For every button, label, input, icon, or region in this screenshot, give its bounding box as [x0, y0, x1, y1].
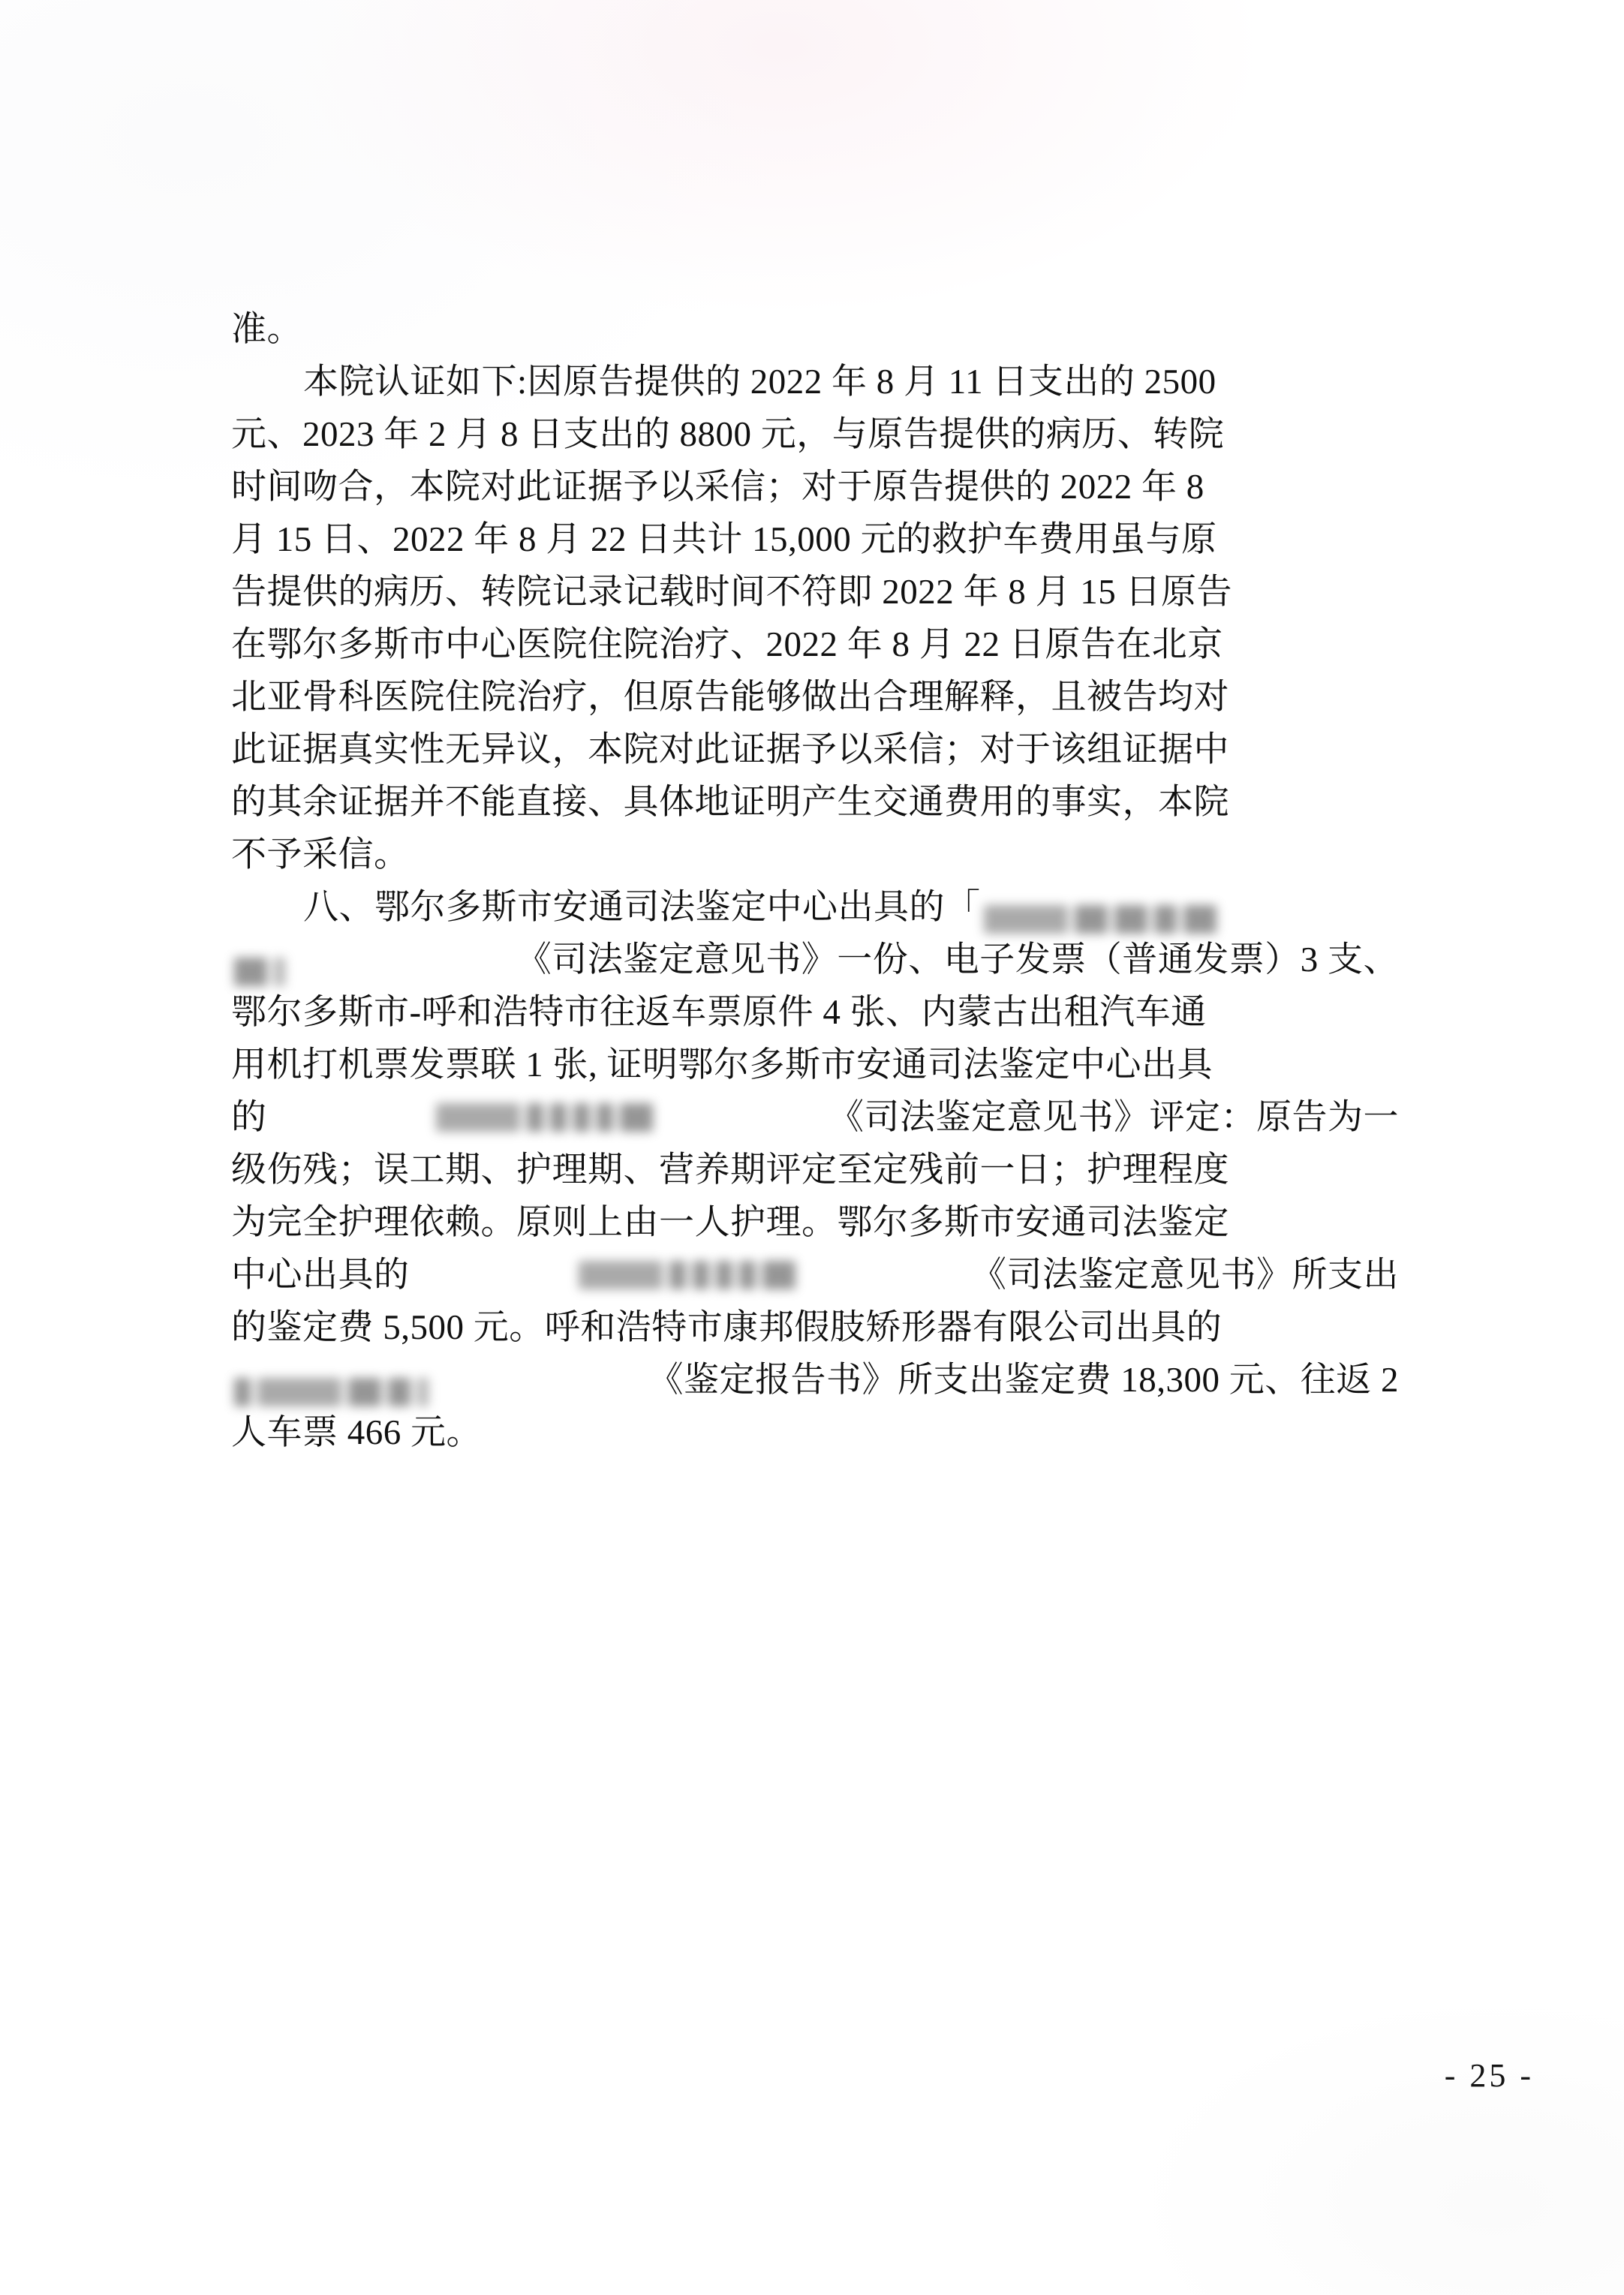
redaction-case-number-2: [436, 1088, 660, 1123]
body-line: [231, 776, 1399, 829]
body-line: [231, 671, 1399, 723]
body-line-lead: [231, 934, 295, 986]
redaction-case-number-1-cont: [234, 943, 292, 977]
redaction-report-number-1: [234, 1363, 435, 1397]
body-line-text: 级伤残；误工期、护理期、营养期评定至定残前一日；护理程度: [231, 1151, 1229, 1190]
body-line-text: 月 15 日、2022 年 8 月 22 日共计 15,000 元的救护车费用虽与原: [231, 520, 1217, 559]
body-line-text: 的鉴定费 5,500 元。呼和浩特市康邦假肢矫形器有限公司出具的: [231, 1308, 1223, 1347]
body-line-text: 时间吻合，本院对此证据予以采信；对于原告提供的 2022 年 8: [231, 468, 1204, 507]
body-line-prefix: 中心出具的: [231, 1256, 410, 1295]
body-line-text: 《司法鉴定意见书》评定：原告为一: [829, 1098, 1399, 1137]
body-line-text: 鄂尔多斯市-呼和浩特市往返车票原件 4 张、内蒙古出租汽车通: [231, 993, 1207, 1032]
body-line: [231, 566, 1399, 618]
body-line: [231, 1249, 1399, 1301]
body-line-text: 北亚骨科医院住院治疗，但原告能够做出合理解释，且被告均对: [231, 678, 1229, 717]
body-line-text: 此证据真实性无异议，本院对此证据予以采信；对于该组证据中: [231, 730, 1229, 769]
body-line: [231, 986, 1399, 1039]
body-line: [231, 1144, 1399, 1196]
body-line-text: 为完全护理依赖。原则上由一人护理。鄂尔多斯市安通司法鉴定: [231, 1203, 1229, 1242]
body-line: [231, 461, 1399, 513]
body-line: [231, 723, 1399, 776]
body-line: [231, 1039, 1399, 1091]
body-line-lead: [231, 1354, 438, 1406]
body-line: [231, 934, 1399, 986]
page-number: - 25 -: [1444, 2057, 1534, 2094]
body-line: [231, 1091, 1399, 1144]
document-body: [231, 303, 1399, 1459]
redaction-case-number-3: [579, 1246, 802, 1280]
body-line-text: 《司法鉴定意见书》一份、电子发票（普通发票）3 支、: [516, 940, 1399, 979]
body-line-text: 《司法鉴定意见书》所支出: [971, 1256, 1399, 1295]
body-line: [231, 356, 1399, 408]
body-line: 人车票 466 元。: [231, 1413, 482, 1452]
redaction-case-number-1: [984, 890, 1223, 925]
body-line: [231, 513, 1399, 566]
body-line: [231, 1196, 1399, 1249]
body-line-text: 元、2023 年 2 月 8 日支出的 8800 元，与原告提供的病历、转院: [231, 415, 1225, 454]
body-line-text: 八、鄂尔多斯市安通司法鉴定中心出具的「: [303, 888, 981, 927]
body-line: [231, 1301, 1399, 1354]
body-line: [231, 881, 1399, 934]
body-line-text: 告提供的病历、转院记录记载时间不符即 2022 年 8 月 15 日原告: [231, 573, 1232, 612]
body-line-text: 用机打机票发票联 1 张, 证明鄂尔多斯市安通司法鉴定中心出具: [231, 1045, 1213, 1084]
body-line-prefix: 的: [231, 1098, 267, 1137]
body-line: [231, 408, 1399, 461]
body-line: 准。: [231, 310, 302, 349]
body-line: [231, 618, 1399, 671]
body-line-text: 本院认证如下:因原告提供的 2022 年 8 月 11 日支出的 2500: [303, 362, 1216, 402]
body-line: 不予采信。: [231, 835, 410, 874]
body-line-text: 在鄂尔多斯市中心医院住院治疗、2022 年 8 月 22 日原告在北京: [231, 625, 1223, 664]
body-line: [231, 1354, 1399, 1406]
body-line-text: 《鉴定报告书》所支出鉴定费 18,300 元、往返 2: [648, 1361, 1399, 1400]
body-line-text: 的其余证据并不能直接、具体地证明产生交通费用的事实，本院: [231, 783, 1229, 822]
